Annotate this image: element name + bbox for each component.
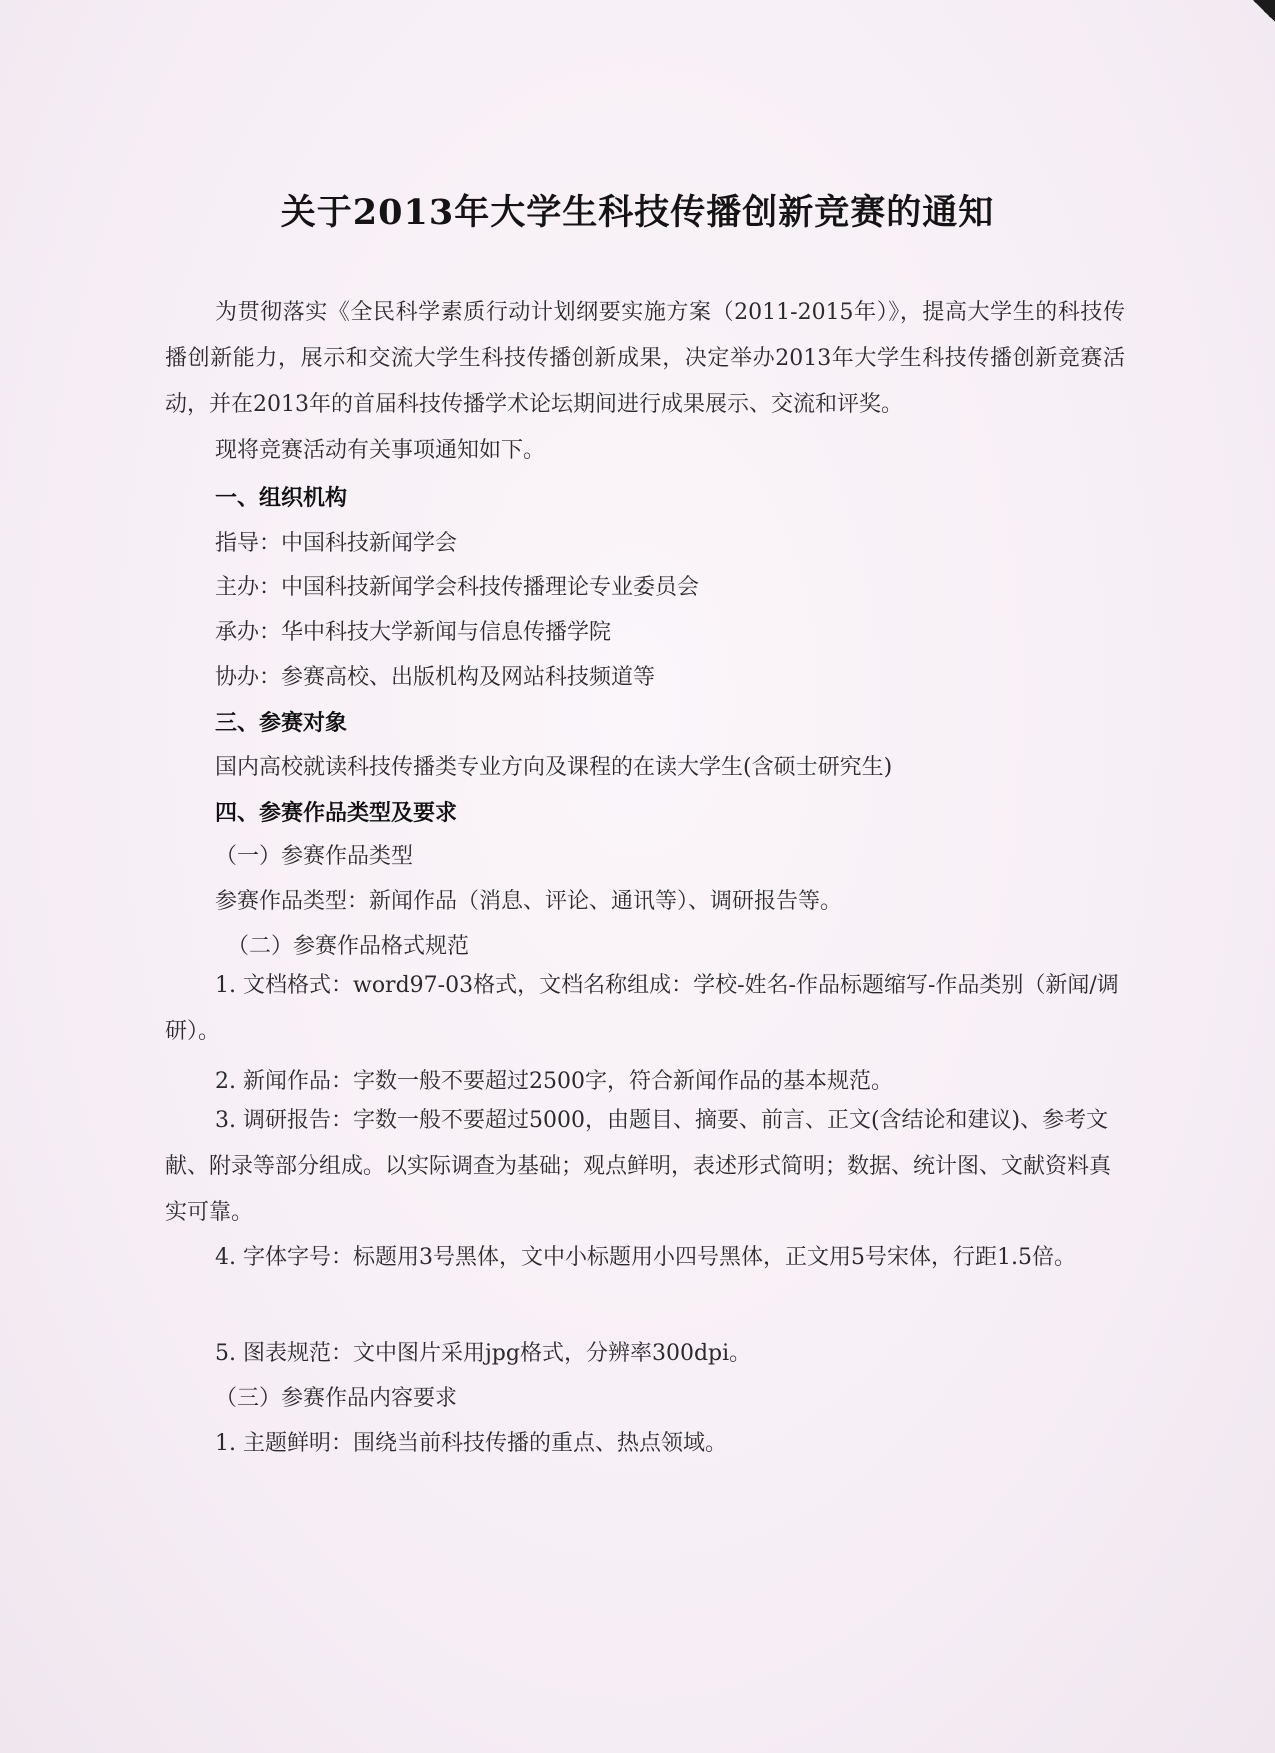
intro-paragraph: 为贯彻落实《全民科学素质行动计划纲要实施方案（2011-2015年）》，提高大学生的科技传播创新能力，展示和交流大学生科技传播创新成果，决定举办2013年大学生科技传播创新竞赛活动，并在2013年的首届科技传播学术论坛期间进行成果展示、交流和评奖。 bbox=[165, 300, 1125, 417]
sub1-heading: （一）参赛作品类型 bbox=[215, 844, 414, 869]
sub2-heading: （二）参赛作品格式规范 bbox=[227, 934, 470, 959]
section1-heading: 一、组织机构 bbox=[215, 485, 348, 511]
document-body bbox=[165, 290, 1125, 478]
content-item-1: 1. 主题鲜明：围绕当前科技传播的重点、热点领域。 bbox=[215, 1431, 727, 1456]
sub3-heading: （三）参赛作品内容要求 bbox=[215, 1386, 458, 1411]
org-organizer: 承办：华中科技大学新闻与信息传播学院 bbox=[215, 620, 612, 645]
intro-notice-line: 现将竞赛活动有关事项通知如下。 bbox=[215, 438, 546, 463]
org-guide: 指导：中国科技新闻学会 bbox=[215, 531, 458, 556]
format-item-5: 5. 图表规范：文中图片采用jpg格式，分辨率300dpi。 bbox=[215, 1341, 752, 1366]
sub1-text: 参赛作品类型：新闻作品（消息、评论、通讯等）、调研报告等。 bbox=[215, 889, 843, 914]
section4-heading: 四、参赛作品类型及要求 bbox=[215, 800, 458, 826]
scan-corner-mark bbox=[1253, 0, 1275, 22]
format-item-4: 4. 字体字号：标题用3号黑体，文中小标题用小四号黑体，正文用5号宋体，行距1.5倍。 bbox=[215, 1245, 1076, 1270]
format-item-3: 3. 调研报告：字数一般不要超过5000，由题目、摘要、前言、正文(含结论和建议)、参考文献、附录等部分组成。以实际调查为基础；观点鲜明，表述形式简明；数据、统计图、文献资料真实可靠。 bbox=[165, 1108, 1112, 1225]
format-item-1: 1. 文档格式：word97-03格式，文档名称组成：学校-姓名-作品标题缩写-作品类别（新闻/调研）。 bbox=[165, 973, 1119, 1044]
participants-text: 国内高校就读科技传播类专业方向及课程的在读大学生(含硕士研究生) bbox=[215, 755, 893, 780]
section3-heading: 三、参赛对象 bbox=[215, 710, 348, 736]
format-item-2: 2. 新闻作品：字数一般不要超过2500字，符合新闻作品的基本规范。 bbox=[215, 1069, 893, 1094]
org-host: 主办：中国科技新闻学会科技传播理论专业委员会 bbox=[215, 575, 700, 600]
org-co-organizer: 协办：参赛高校、出版机构及网站科技频道等 bbox=[215, 665, 656, 690]
document-title: 关于2013年大学生科技传播创新竞赛的通知 bbox=[280, 192, 995, 233]
